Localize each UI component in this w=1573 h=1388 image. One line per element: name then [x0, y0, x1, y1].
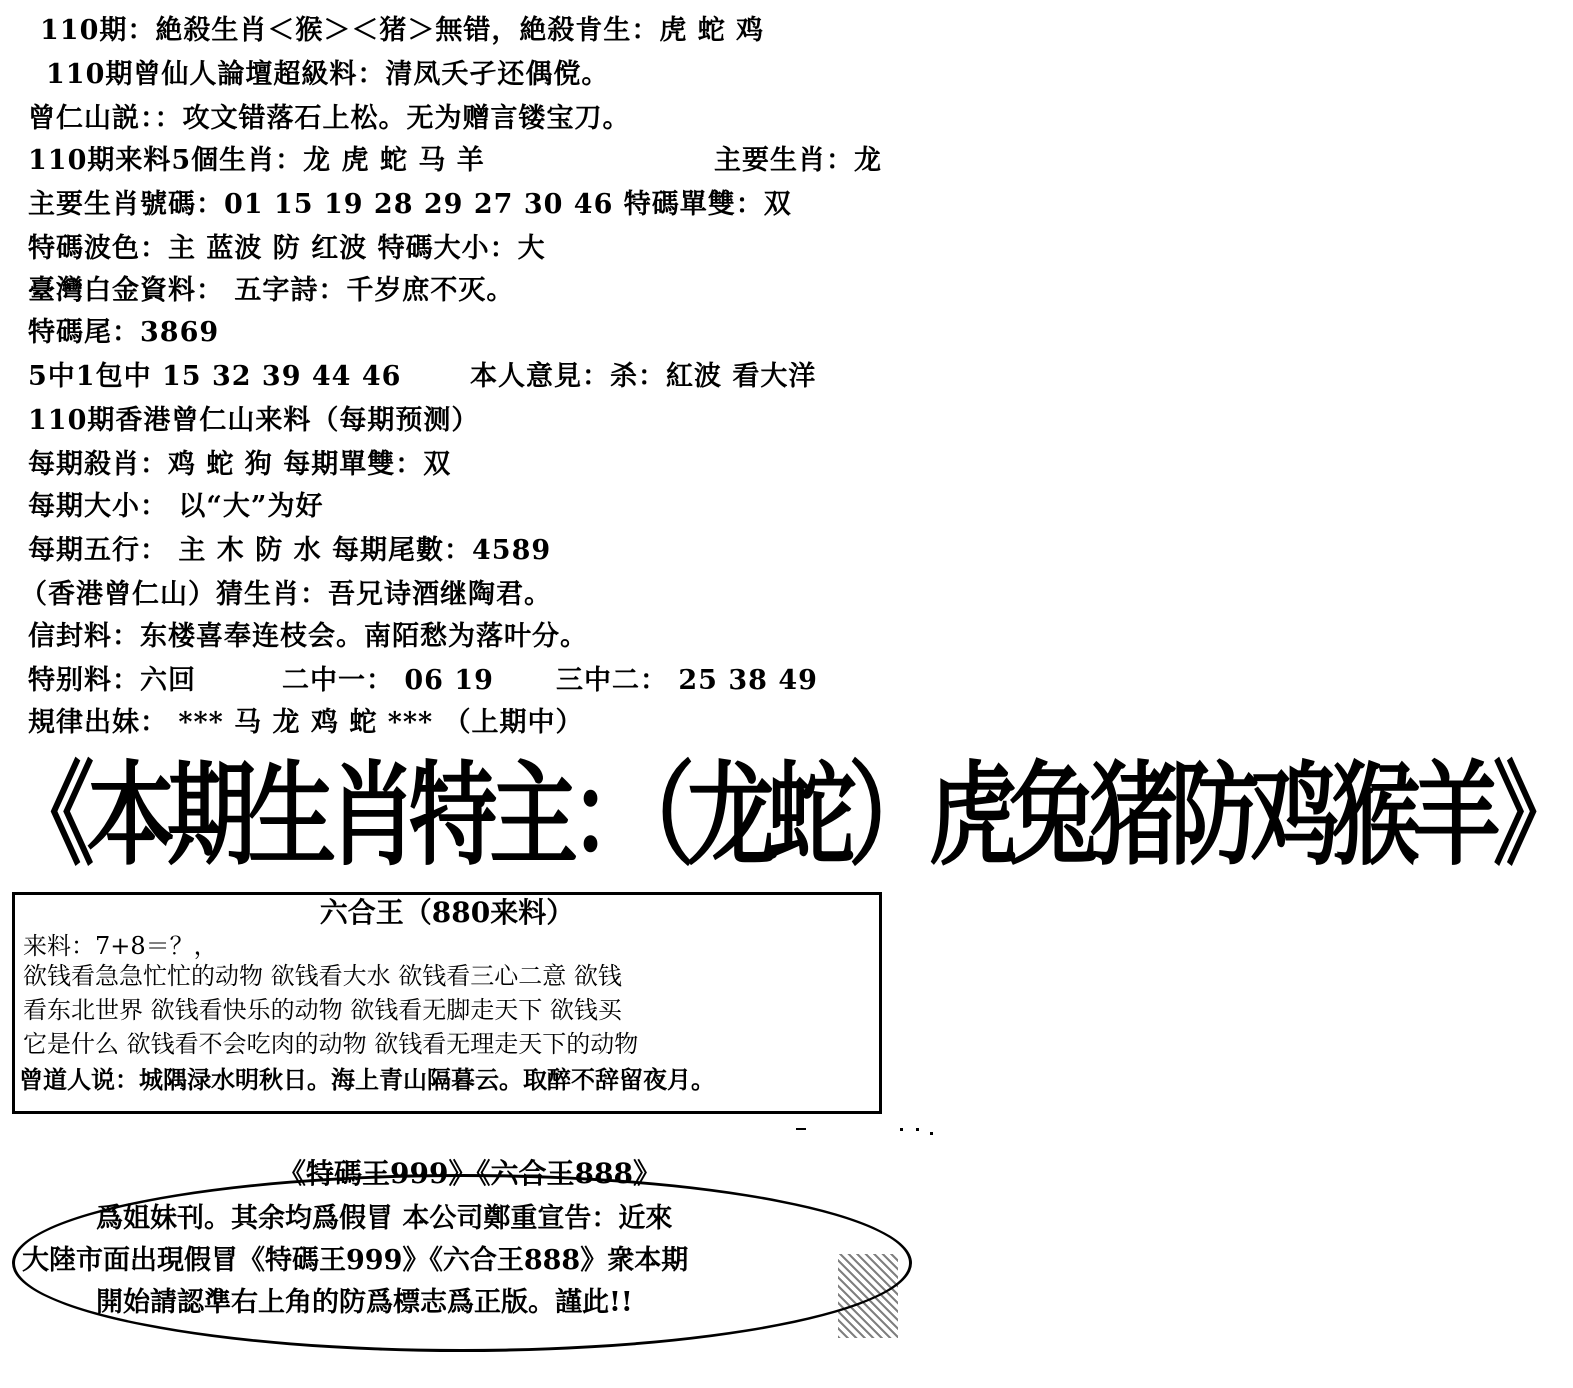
footer-line-2: 大陸市面出現假冒《特碼王999》《六合王888》衆本期 [22, 1245, 689, 1276]
line-6: 特碼波色：主 蓝波 防 红波 特碼大小：大 [28, 233, 546, 264]
line-10: 110期香港曾仁山来料（每期预测） [28, 405, 480, 436]
line-7: 臺灣白金資料： 五字詩：千岁庶不灭。 [28, 275, 515, 306]
box-line-4: 它是什么 欲钱看不会吃肉的动物 欲钱看无理走天下的动物 [23, 1030, 639, 1058]
box-line-5: 曾道人说：城隅渌水明秋日。海上青山隔暮云。取醉不辞留夜月。 [19, 1065, 715, 1094]
line-16: 特别料：六回 [28, 665, 196, 696]
box-title: 六合王（880来料） [319, 896, 575, 929]
line-12: 每期大小： 以“大”为好 [28, 491, 324, 522]
box-line-3: 看东北世界 欲钱看快乐的动物 欲钱看无脚走天下 欲钱买 [23, 996, 622, 1024]
box-line-2: 欲钱看急急忙忙的动物 欲钱看大水 欲钱看三心二意 欲钱 [23, 962, 622, 990]
three-of-two: 三中二： 25 38 49 [556, 665, 818, 696]
two-of-one: 二中一： 06 19 [282, 665, 494, 696]
line-9: 5中1包中 15 32 39 44 46 [28, 361, 402, 392]
six-harmony-box [12, 892, 882, 1114]
line-15: 信封料：东楼喜奉连枝会。南陌愁为落叶分。 [28, 621, 588, 652]
line-1: 110期：絶殺生肖＜猴＞＜猪＞無错，絶殺肯生：虎 蛇 鸡 [40, 15, 765, 46]
line-4: 110期来料5個生肖：龙 虎 蛇 马 羊 [28, 145, 485, 176]
line-17: 規律出妹： *** 马 龙 鸡 蛇 *** （上期中） [28, 707, 584, 738]
footer-title: 《特碼王999》《六合王888》 [278, 1157, 661, 1190]
main-zodiac: 主要生肖：龙 [714, 145, 882, 176]
line-3: 曾仁山説：：攻文错落石上松。无为赠言镂宝刀。 [28, 103, 631, 134]
opinion: 本人意見：杀：紅波 看大洋 [470, 361, 817, 392]
line-2: 110期曾仙人論壇超級料：清凤夭孑还偶傥。 [46, 59, 610, 90]
footer-line-1: 爲姐妹刊。其余均爲假冒 本公司鄭重宣告：近來 [96, 1203, 673, 1234]
footer-line-3: 開始請認準右上角的防爲標志爲正版。謹此!! [96, 1287, 633, 1318]
headline: 《本期生肖特主：（龙蛇）虎兔猪防鸡猴羊》 [6, 750, 1573, 881]
anti-counterfeit-mark [838, 1254, 898, 1338]
line-13: 每期五行： 主 木 防 水 每期尾數：4589 [28, 535, 552, 566]
speck [796, 1128, 806, 1130]
speck [900, 1128, 903, 1131]
line-8: 特碼尾：3869 [28, 317, 220, 348]
speck [916, 1128, 919, 1131]
line-14: （香港曾仁山）猜生肖：吾兄诗酒继陶君。 [20, 579, 552, 610]
speck [930, 1132, 933, 1135]
box-line-1: 来料：7+8＝？， [23, 932, 218, 960]
line-11: 每期殺肖：鸡 蛇 狗 每期單雙：双 [28, 449, 452, 480]
line-5: 主要生肖號碼：01 15 19 28 29 27 30 46 特碼單雙：双 [28, 189, 792, 220]
